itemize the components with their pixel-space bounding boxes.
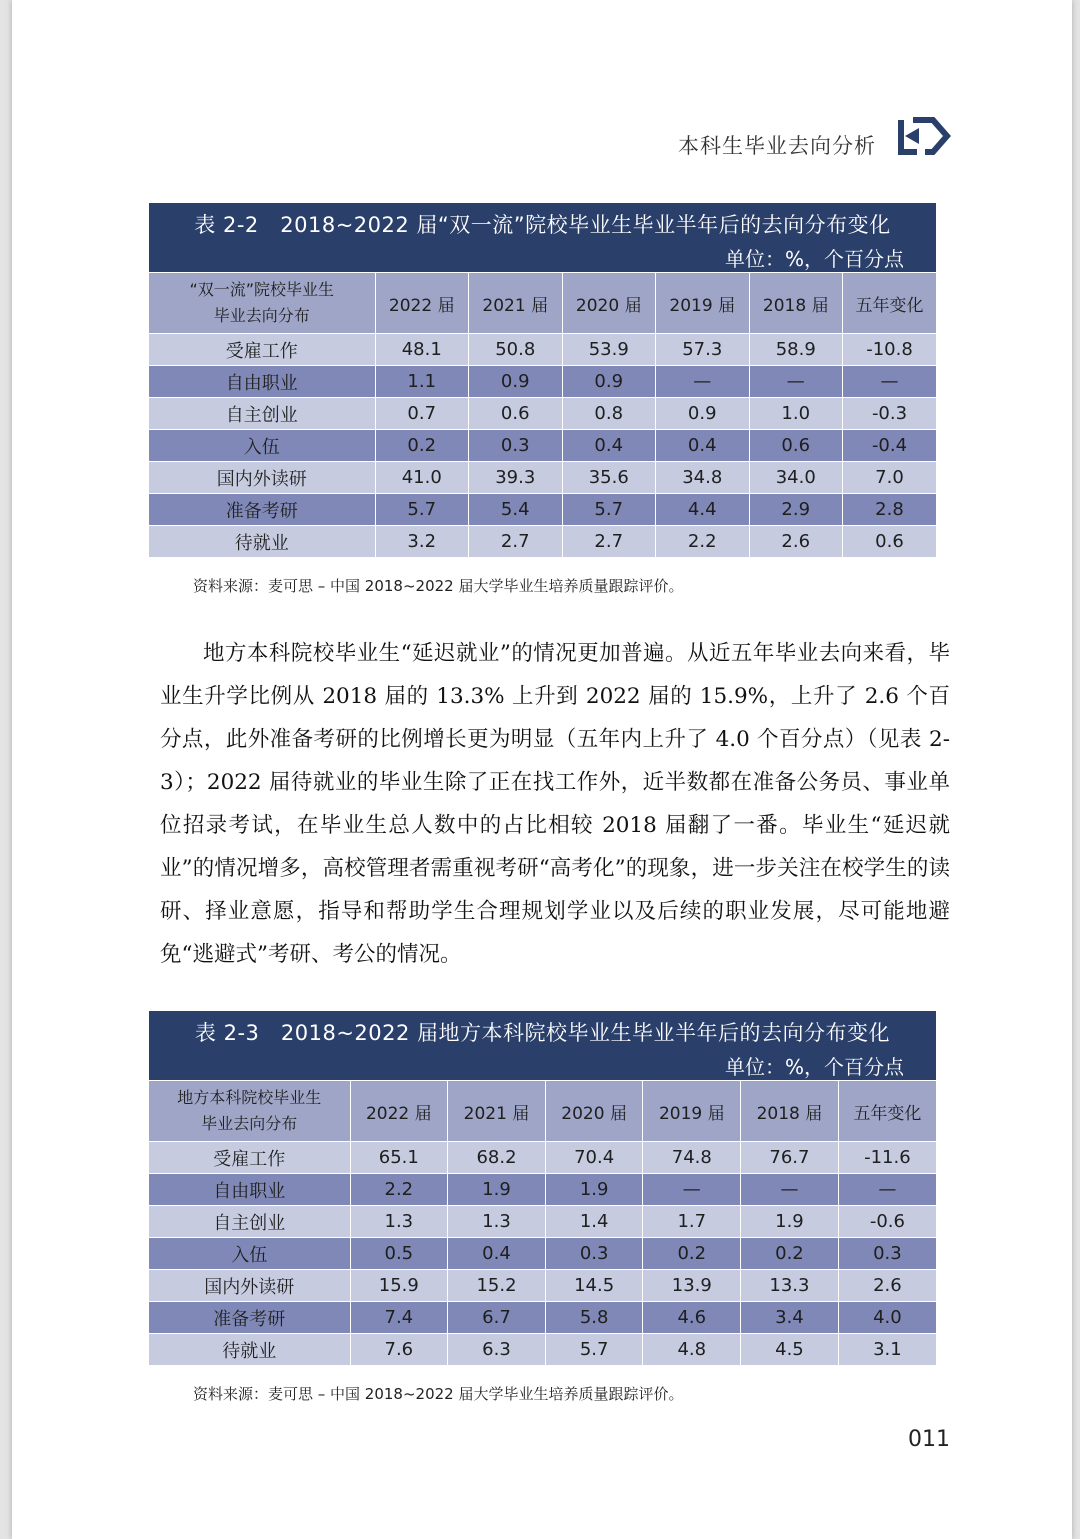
table-2-2 — [149, 203, 936, 557]
row-label: 自由职业 — [149, 1174, 350, 1206]
table-cell: 35.6 — [562, 462, 656, 494]
table-cell: 2.7 — [469, 526, 563, 558]
table-cell: 13.3 — [741, 1270, 839, 1302]
data-table — [149, 1080, 936, 1365]
table-title: 表 2-3 2018~2022 届地方本科院校毕业生毕业半年后的去向分布变化 — [194, 1021, 891, 1045]
table-row — [149, 366, 936, 398]
table-cell: 1.9 — [741, 1206, 839, 1238]
page-number: 011 — [908, 1427, 950, 1452]
row-label: 受雇工作 — [149, 334, 375, 366]
table-cell: -0.6 — [838, 1206, 936, 1238]
table-cell: 3.2 — [375, 526, 469, 558]
table-cell: 0.4 — [562, 430, 656, 462]
table-cell: 48.1 — [375, 334, 469, 366]
column-header: 2018 届 — [741, 1081, 839, 1142]
table-source-note: 资料来源：麦可思 – 中国 2018~2022 届大学毕业生培养质量跟踪评价。 — [193, 1385, 684, 1403]
table-cell: 3.4 — [741, 1302, 839, 1334]
table-cell: 1.3 — [448, 1206, 546, 1238]
table-cell: 0.3 — [838, 1238, 936, 1270]
table-cell: 2.6 — [838, 1270, 936, 1302]
column-header: 2022 届 — [375, 273, 469, 334]
table-header — [149, 203, 936, 272]
table-cell: 76.7 — [741, 1142, 839, 1174]
row-label: 入伍 — [149, 430, 375, 462]
table-cell: 1.7 — [643, 1206, 741, 1238]
table-cell: 4.8 — [643, 1334, 741, 1366]
table-cell: -0.3 — [843, 398, 937, 430]
table-row — [149, 430, 936, 462]
table-cell: 0.9 — [562, 366, 656, 398]
table-row — [149, 398, 936, 430]
body-paragraph: 地方本科院校毕业生“延迟就业”的情况更加普遍。从近五年毕业去向来看，毕业生升学比例从 2018 届的 13.3% 上升到 2022 届的 15.9%，上升了 2.6 个百分点，此外准备考研的比例增长更为明显（五年内上升了 4.0 个百分点）（见表 2-3）；2022 届待就业的毕业生除了正在找工作外，近半数都在准备公务员、事业单位招录考试，在毕业生总人数中的占比相较 2018 届翻了一番。毕业生“延迟就业”的情况增多，高校管理者需重视考研“高考化”的现象，进一步关注在校学生的读研、择业意愿，指导和帮助学生合理规划学业以及后续的职业发展，尽可能地避免“逃避式”考研、考公的情况。 — [160, 641, 950, 967]
table-cell: 7.4 — [350, 1302, 448, 1334]
table-cell: 13.9 — [643, 1270, 741, 1302]
column-header: 2019 届 — [643, 1081, 741, 1142]
table-cell: 0.2 — [375, 430, 469, 462]
chapter-logo-icon — [895, 114, 955, 158]
column-header: 2021 届 — [448, 1081, 546, 1142]
table-cell: 1.4 — [545, 1206, 643, 1238]
table-cell: 1.0 — [749, 398, 843, 430]
table-cell: 6.7 — [448, 1302, 546, 1334]
column-header: 五年变化 — [843, 273, 937, 334]
table-cell: — — [838, 1174, 936, 1206]
running-head: 本科生毕业去向分析 — [678, 134, 876, 158]
table-cell: 0.4 — [656, 430, 750, 462]
table-cell: 7.6 — [350, 1334, 448, 1366]
table-cell: 5.7 — [562, 494, 656, 526]
table-cell: 5.7 — [545, 1334, 643, 1366]
table-cell: 0.8 — [562, 398, 656, 430]
table-cell: 68.2 — [448, 1142, 546, 1174]
column-header-row — [149, 273, 936, 334]
table-unit: 单位：%，个百分点 — [724, 1055, 904, 1079]
column-header: 2018 届 — [749, 273, 843, 334]
table-cell: 4.0 — [838, 1302, 936, 1334]
table-cell: 0.3 — [545, 1238, 643, 1270]
table-row — [149, 1206, 936, 1238]
table-cell: 2.2 — [656, 526, 750, 558]
table-cell: 57.3 — [656, 334, 750, 366]
row-label: 待就业 — [149, 526, 375, 558]
table-row — [149, 1174, 936, 1206]
table-cell: — — [843, 366, 937, 398]
table-cell: 1.9 — [448, 1174, 546, 1206]
table-cell: 6.3 — [448, 1334, 546, 1366]
column-header: 2020 届 — [562, 273, 656, 334]
table-cell: 58.9 — [749, 334, 843, 366]
table-unit: 单位：%，个百分点 — [724, 247, 904, 271]
row-label-header-line1: 地方本科院校毕业生 — [177, 1088, 322, 1107]
table-cell: 5.7 — [375, 494, 469, 526]
table-cell: 74.8 — [643, 1142, 741, 1174]
table-cell: 2.8 — [843, 494, 937, 526]
table-title: 表 2-2 2018~2022 届“双一流”院校毕业生毕业半年后的去向分布变化 — [194, 213, 891, 237]
table-cell: 41.0 — [375, 462, 469, 494]
table-cell: 15.2 — [448, 1270, 546, 1302]
table-cell: 7.0 — [843, 462, 937, 494]
table-cell: 14.5 — [545, 1270, 643, 1302]
table-row — [149, 1270, 936, 1302]
row-label: 自由职业 — [149, 366, 375, 398]
table-cell: 2.7 — [562, 526, 656, 558]
table-cell: 70.4 — [545, 1142, 643, 1174]
row-label-header — [149, 273, 375, 334]
table-row — [149, 462, 936, 494]
table-cell: 2.2 — [350, 1174, 448, 1206]
table-source-note: 资料来源：麦可思 – 中国 2018~2022 届大学毕业生培养质量跟踪评价。 — [193, 577, 684, 595]
table-cell: 0.3 — [469, 430, 563, 462]
table-row — [149, 526, 936, 558]
row-label: 自主创业 — [149, 1206, 350, 1238]
table-cell: 50.8 — [469, 334, 563, 366]
table-cell: — — [749, 366, 843, 398]
table-cell: 0.2 — [643, 1238, 741, 1270]
table-cell: -0.4 — [843, 430, 937, 462]
table-cell: 15.9 — [350, 1270, 448, 1302]
table-cell: 34.8 — [656, 462, 750, 494]
row-label: 入伍 — [149, 1238, 350, 1270]
row-label-header-line2: 毕业去向分布 — [201, 1114, 298, 1133]
table-cell: 4.4 — [656, 494, 750, 526]
column-header: 2020 届 — [545, 1081, 643, 1142]
table-cell: -11.6 — [838, 1142, 936, 1174]
row-label-header — [149, 1081, 350, 1142]
row-label: 准备考研 — [149, 494, 375, 526]
table-row — [149, 1238, 936, 1270]
column-header: 五年变化 — [838, 1081, 936, 1142]
row-label: 自主创业 — [149, 398, 375, 430]
table-cell: 3.1 — [838, 1334, 936, 1366]
row-label: 准备考研 — [149, 1302, 350, 1334]
table-cell: -10.8 — [843, 334, 937, 366]
row-label-header-line1: “双一流”院校毕业生 — [189, 280, 335, 299]
table-cell: 0.9 — [469, 366, 563, 398]
table-cell: 0.2 — [741, 1238, 839, 1270]
table-cell: 0.5 — [350, 1238, 448, 1270]
table-cell: 0.4 — [448, 1238, 546, 1270]
table-row — [149, 1302, 936, 1334]
table-row — [149, 334, 936, 366]
table-row — [149, 1142, 936, 1174]
table-cell: 1.1 — [375, 366, 469, 398]
table-row — [149, 494, 936, 526]
table-cell: — — [643, 1174, 741, 1206]
table-cell: 65.1 — [350, 1142, 448, 1174]
table-cell: — — [741, 1174, 839, 1206]
table-cell: 0.7 — [375, 398, 469, 430]
row-label-header-line2: 毕业去向分布 — [213, 306, 310, 325]
table-cell: 5.8 — [545, 1302, 643, 1334]
row-label: 国内外读研 — [149, 462, 375, 494]
table-cell: 0.6 — [843, 526, 937, 558]
table-cell: 39.3 — [469, 462, 563, 494]
row-label: 受雇工作 — [149, 1142, 350, 1174]
page — [12, 0, 1072, 1539]
table-cell: 2.6 — [749, 526, 843, 558]
table-cell: 4.5 — [741, 1334, 839, 1366]
table-cell: 2.9 — [749, 494, 843, 526]
table-cell: — — [656, 366, 750, 398]
table-cell: 4.6 — [643, 1302, 741, 1334]
data-table — [149, 272, 936, 557]
table-cell: 1.3 — [350, 1206, 448, 1238]
table-cell: 5.4 — [469, 494, 563, 526]
column-header: 2021 届 — [469, 273, 563, 334]
table-cell: 1.9 — [545, 1174, 643, 1206]
table-cell: 53.9 — [562, 334, 656, 366]
column-header: 2019 届 — [656, 273, 750, 334]
row-label: 国内外读研 — [149, 1270, 350, 1302]
table-cell: 0.6 — [749, 430, 843, 462]
table-cell: 0.9 — [656, 398, 750, 430]
table-cell: 0.6 — [469, 398, 563, 430]
row-label: 待就业 — [149, 1334, 350, 1366]
table-row — [149, 1334, 936, 1366]
table-header — [149, 1011, 936, 1080]
table-cell: 34.0 — [749, 462, 843, 494]
table-2-3 — [149, 1011, 936, 1365]
column-header: 2022 届 — [350, 1081, 448, 1142]
column-header-row — [149, 1081, 936, 1142]
